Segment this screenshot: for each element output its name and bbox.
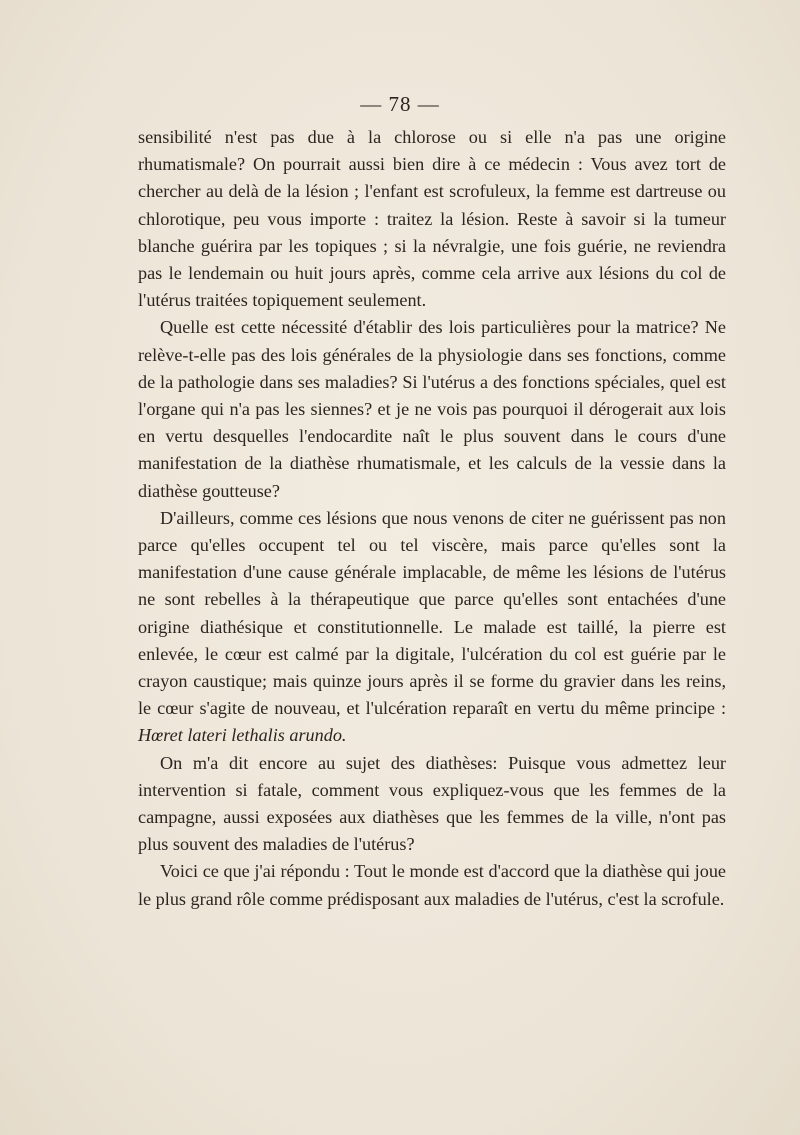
paragraph: sensibilité n'est pas due à la chlorose ou si elle n'a pas une origine rhumatismale? On pourrait aussi bien dire à ce médecin : Vous avez tort de chercher au delà de la lésion ; l'enfant est scrofuleux, la femme est dartreuse ou chlorotique, peu vous importe : traitez la lésion. Reste à savoir si la tumeur blanche guérira par les topiques ; si la névralgie, une fois guérie, ne reviendra pas le lendemain ou huit jours après, comme cela arrive aux lésions du col de l'utérus traitées topiquement seulement. bbox=[138, 127, 726, 311]
latin-quote: Hœret lateri lethalis arundo. bbox=[138, 725, 347, 746]
paragraph-text: D'ailleurs, comme ces lésions que nous venons de citer ne guérissent pas non parce qu'elles occupent tel ou tel viscère, mais parce qu'elles sont la manifestation d'une cause générale implacable, de même les lésions de l'utérus ne sont rebelles à la thérapeutique que parce qu'elles sont entachées d'une origine diathésique et constitutionnelle. Le malade est taillé, la pierre est enlevée, le cœur est calmé par la digitale, l'ulcération du col est guérie par le crayon caustique; mais quinze jours après il se forme du gravier dans les reins, le cœur s'agite de nouveau, et l'ulcération reparaît en vertu du même principe : bbox=[138, 507, 726, 719]
paragraph bbox=[138, 505, 726, 750]
paragraph: Quelle est cette nécessité d'établir des lois particulières pour la matrice? Ne relève-t-elle pas des lois générales de la physiologie dans ses fonctions, comme de la pathologie dans ses maladies? Si l'utérus a des fonctions spéciales, quel est l'organe qui n'a pas les siennes? et je ne vois pas pourquoi il dérogerait aux lois en vertu desquelles l'endocardite naît le plus souvent dans le cours d'une manifestation de la diathèse rhumatismale, et les calculs de la vessie dans la diathèse goutteuse? bbox=[138, 317, 726, 501]
body-text bbox=[138, 124, 726, 913]
paragraph: Voici ce que j'ai répondu : Tout le monde est d'accord que la diathèse qui joue le plus grand rôle comme prédisposant aux maladies de l'utérus, c'est la scrofule. bbox=[138, 861, 726, 909]
paragraph: On m'a dit encore au sujet des diathèses: Puisque vous admettez leur intervention si fatale, comment vous expliquez-vous que les femmes de la campagne, aussi exposées aux diathèses que les femmes de la ville, n'ont pas plus souvent des maladies de l'utérus? bbox=[138, 752, 726, 855]
page-number: — 78 — bbox=[360, 92, 440, 116]
